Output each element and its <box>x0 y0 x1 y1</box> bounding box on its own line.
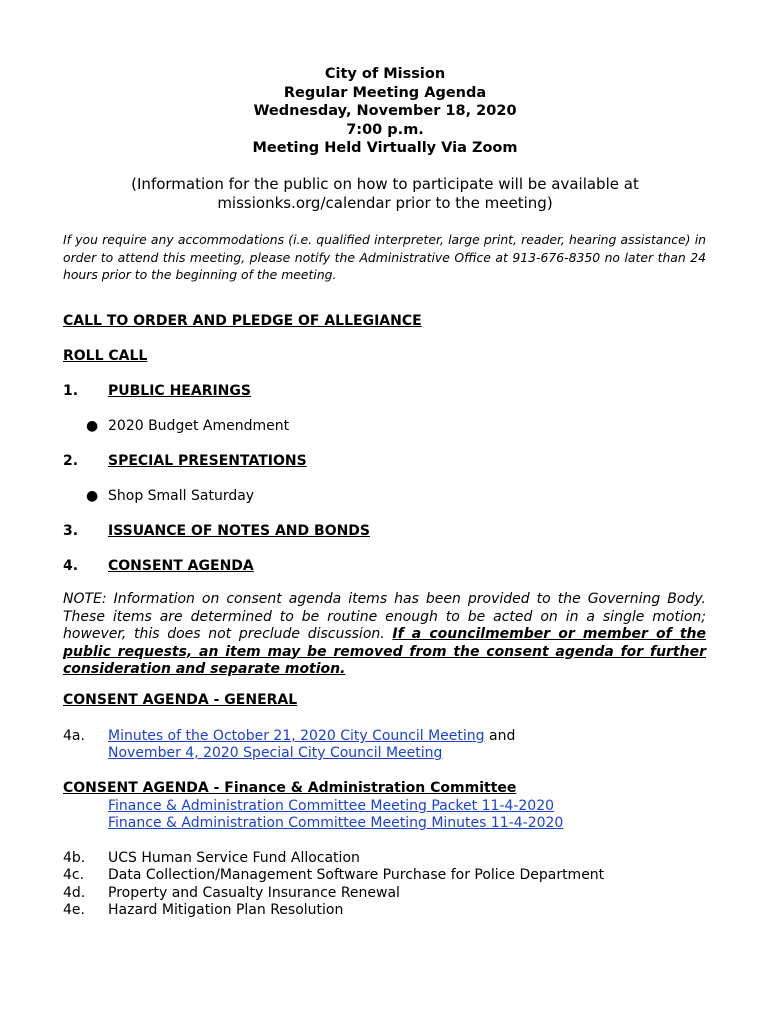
public-info-line-2: missionks.org/calendar prior to the meeting) <box>217 194 553 212</box>
section-4-title: CONSENT AGENDA <box>108 558 254 574</box>
section-3-number: 3. <box>63 523 79 539</box>
bullet-icon: ● <box>86 488 99 504</box>
october-minutes-link[interactable]: Minutes of the October 21, 2020 City Council Meeting <box>108 728 485 744</box>
section-1-number: 1. <box>63 383 79 399</box>
public-info <box>70 175 700 213</box>
item-4a-number: 4a. <box>63 728 85 744</box>
finance-minutes-link[interactable]: Finance & Administration Committee Meeting Minutes 11-4-2020 <box>108 815 564 831</box>
item-4e-number: 4e. <box>63 902 85 918</box>
roll-call-heading: ROLL CALL <box>63 348 148 364</box>
agenda-title: Regular Meeting Agenda <box>283 84 487 101</box>
meeting-venue: Meeting Held Virtually Via Zoom <box>252 140 518 156</box>
finance-packet-row <box>108 797 554 815</box>
bullet-icon: ● <box>86 418 99 434</box>
consent-general-heading: CONSENT AGENDA - GENERAL <box>63 692 298 708</box>
public-info-line-1: (Information for the public on how to participate will be available at <box>131 175 639 193</box>
city-name: City of Mission <box>324 66 446 82</box>
meeting-time: 7:00 p.m. <box>346 121 424 138</box>
item-4c-number: 4c. <box>63 867 85 883</box>
consent-note <box>63 591 706 679</box>
finance-packet-link[interactable]: Finance & Administration Committee Meeting Packet 11-4-2020 <box>108 798 555 814</box>
meeting-date: Wednesday, November 18, 2020 <box>253 103 517 119</box>
section-2-title: SPECIAL PRESENTATIONS <box>108 453 307 469</box>
section-3-title: ISSUANCE OF NOTES AND BONDS <box>108 523 371 539</box>
call-to-order-heading: CALL TO ORDER AND PLEDGE OF ALLEGIANCE <box>63 313 422 329</box>
item-4b-number: 4b. <box>63 850 86 866</box>
accommodations-notice: If you require any accommodations (i.e. qualified interpreter, large print, reader, hearing assistance) in order to attend this meeting, please notify the Administrative Office at 913-676-8350 no later than 24 hours prior to the beginning of the meeting. <box>63 232 706 282</box>
section-4-number: 4. <box>63 558 79 574</box>
finance-minutes-row <box>108 814 563 832</box>
consent-note-text: NOTE: Information on consent agenda items has been provided to the Governing Body. These items are determined to be routine enough to be acted on in a single motion; however, this does not preclude discussion. <box>63 591 706 642</box>
consent-note-emphasis: If a councilmember or member of the public requests, an item may be removed from the consent agenda for further consideration and separate motion. <box>63 626 707 677</box>
item-4e-text: Hazard Mitigation Plan Resolution <box>108 902 344 918</box>
november-minutes-link[interactable]: November 4, 2020 Special City Council Meeting <box>108 745 443 761</box>
agenda-header <box>0 65 770 158</box>
item-4d-text: Property and Casualty Insurance Renewal <box>108 885 400 901</box>
section-1-item: 2020 Budget Amendment <box>108 418 290 434</box>
consent-finance-heading: CONSENT AGENDA - Finance & Administration Committee <box>63 780 517 796</box>
section-2-item: Shop Small Saturday <box>108 488 255 504</box>
item-4a-line-1 <box>108 727 515 745</box>
item-4a-line-2 <box>108 744 442 762</box>
item-4b-text: UCS Human Service Fund Allocation <box>108 850 360 866</box>
item-4d-number: 4d. <box>63 885 86 901</box>
and-text: and <box>484 728 516 744</box>
section-2-number: 2. <box>63 453 79 469</box>
item-4c-text: Data Collection/Management Software Purchase for Police Department <box>108 867 605 883</box>
section-1-title: PUBLIC HEARINGS <box>108 383 251 399</box>
